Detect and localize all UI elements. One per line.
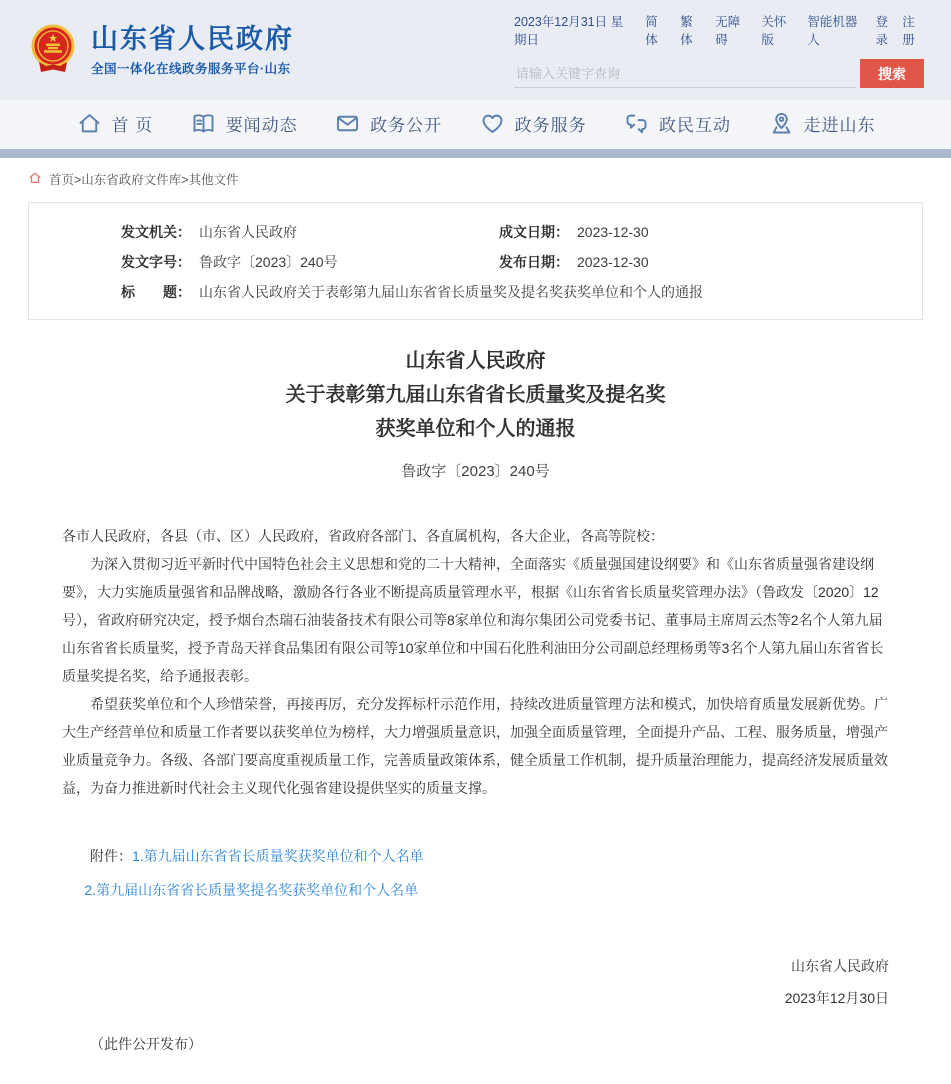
topbar-link-robot[interactable]: 智能机器人	[807, 15, 858, 47]
search-input[interactable]	[514, 60, 856, 88]
site-title: 山东省人民政府	[91, 23, 294, 54]
heart-icon	[479, 110, 506, 137]
login-link[interactable]: 登录	[875, 15, 889, 47]
search-button[interactable]: 搜索	[860, 59, 924, 88]
doc-number-value: 鲁政字〔2023〕240号	[199, 254, 338, 270]
news-book-icon	[190, 110, 217, 137]
nav-divider-bar	[0, 149, 951, 158]
publish-date-value: 2023-12-30	[577, 254, 649, 270]
written-date-label: 成文日期：	[499, 224, 569, 240]
nav-label: 要闻动态	[225, 116, 298, 135]
envelope-icon	[334, 110, 361, 137]
nav-label: 政务服务	[514, 116, 587, 135]
issuing-org-label: 发文机关：	[121, 224, 191, 240]
topbar-link-simplified[interactable]: 简体	[645, 15, 658, 47]
document-content	[0, 344, 951, 1084]
nav-label: 走进山东	[803, 116, 876, 135]
nav-item-services[interactable]	[479, 110, 587, 137]
nav-label: 政务公开	[370, 116, 443, 135]
site-subtitle: 全国一体化在线政务服务平台·山东	[91, 61, 291, 76]
chat-icon	[623, 110, 650, 137]
site-header	[0, 0, 951, 149]
topbar	[514, 13, 924, 49]
issuing-org-value: 山东省人民政府	[199, 224, 297, 240]
breadcrumb	[0, 158, 951, 196]
public-release-note: （此件公开发布）	[90, 1036, 202, 1052]
nav-item-news[interactable]	[190, 110, 298, 137]
topbar-link-accessibility[interactable]: 无障碍	[715, 15, 741, 47]
signer-name: 山东省人民政府	[791, 958, 889, 974]
search-bar	[514, 59, 924, 88]
topbar-link-care-mode[interactable]: 关怀版	[761, 15, 787, 47]
publish-date-label: 发布日期：	[499, 254, 569, 270]
doc-number-subtitle: 鲁政字〔2023〕240号	[401, 463, 550, 480]
breadcrumb-path[interactable]: 首页>山东省政府文件库>其他文件	[49, 173, 239, 187]
topbar-date: 2023年12月31日 星期日	[514, 15, 624, 47]
doc-number-label: 发文字号：	[121, 254, 191, 270]
home-icon	[76, 110, 103, 137]
attachment-link-1[interactable]: 1.第九届山东省省长质量奖获奖单位和个人名单	[132, 848, 424, 864]
site-brand[interactable]	[27, 10, 294, 88]
map-pin-icon	[768, 110, 795, 137]
body-paragraph: 为深入贯彻习近平新时代中国特色社会主义思想和党的二十大精神，全面落实《质量强国建设纲要》和《山东省质量强省建设纲要》，大力实施质量强省和品牌战略，激励各行各业不断提高质量管理水平，根据《山东省省长质量奖管理办法》（鲁政发〔2020〕12号），省政府研究决定，授予烟台杰瑞石油装备技术有限公司等8家单位和海尔集团公司党委书记、董事局主席周云杰等2名个人第九届山东省省长质量奖，授予青岛天祥食品集团有限公司等10家单位和中国石化胜利油田分公司副总经理杨勇等3名个人第九届山东省省长质量奖提名奖，给予通报表彰。	[62, 556, 884, 684]
nav-label: 政民互动	[659, 116, 732, 135]
nav-item-home[interactable]	[76, 110, 154, 137]
nav-item-interaction[interactable]	[623, 110, 731, 137]
attachments-label: 附件：	[90, 848, 132, 864]
home-icon	[28, 171, 42, 188]
written-date-value: 2023-12-30	[577, 224, 649, 240]
register-link[interactable]: 注册	[902, 15, 915, 47]
nav-item-explore[interactable]	[768, 110, 876, 137]
sign-date: 2023年12月30日	[784, 990, 889, 1006]
doc-title-line: 关于表彰第九届山东省省长质量奖及提名奖	[285, 384, 666, 406]
attachments	[62, 842, 889, 904]
doc-title-value: 山东省人民政府关于表彰第九届山东省省长质量奖及提名奖获奖单位和个人的通报	[199, 284, 703, 300]
doc-title-line: 获奖单位和个人的通报	[375, 418, 576, 440]
nav-label: 首 页	[111, 116, 154, 135]
salutation: 各市人民政府，各县（市、区）人民政府，省政府各部门、各直属机构，各大企业，各高等院校：	[62, 528, 664, 544]
signature-block	[62, 950, 889, 1014]
doc-title-line: 山东省人民政府	[405, 350, 546, 372]
body-paragraph: 希望获奖单位和个人珍惜荣誉，再接再厉，充分发挥标杆示范作用，持续改进质量管理方法和模式，加快培育质量发展新优势。广大生产经营单位和质量工作者要以获奖单位为榜样，大力增强质量意识，加强全面质量管理，全面提升产品、工程、服务质量，增强产业质量竞争力。各级、各部门要高度重视质量工作，完善质量政策体系，健全质量工作机制，提升质量治理能力，提高经济发展质量效益，为奋力推进新时代社会主义现代化强省建设提供坚实的质量支撑。	[62, 696, 888, 796]
nav-item-disclosure[interactable]	[334, 110, 442, 137]
national-emblem-icon	[27, 22, 79, 78]
doc-title-label: 标 题：	[121, 284, 191, 300]
attachment-link-2[interactable]: 2.第九届山东省省长质量奖提名奖获奖单位和个人名单	[84, 882, 419, 898]
doc-meta-box	[28, 202, 923, 320]
main-nav	[0, 100, 951, 149]
topbar-link-traditional[interactable]: 繁体	[680, 15, 693, 47]
